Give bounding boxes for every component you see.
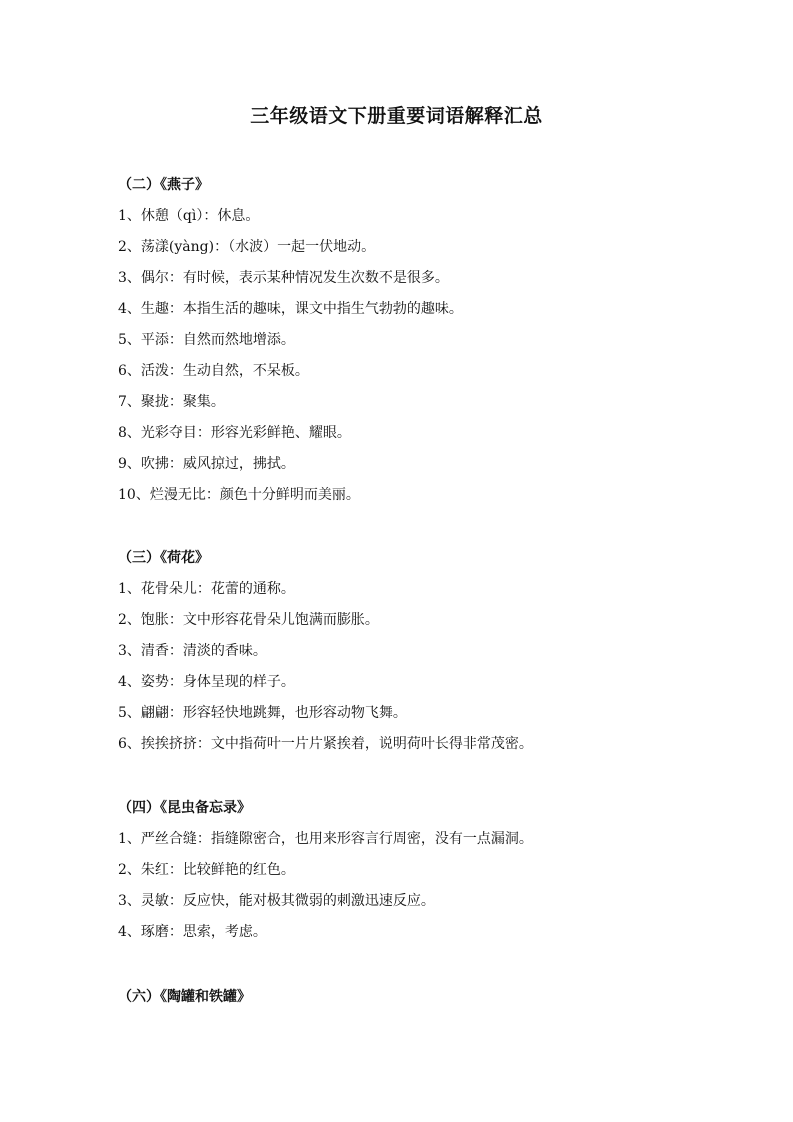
section-heading: （三）《荷花》 (118, 550, 209, 566)
term-item: 4、琢磨：思索，考虑。 (118, 924, 267, 940)
term-item: 2、荡漾(yàng)：（水波）一起一伏地动。 (118, 239, 376, 255)
term-item: 1、休憩（qì）：休息。 (118, 208, 260, 224)
term-item: 4、生趣：本指生活的趣味，课文中指生气勃勃的趣味。 (118, 301, 463, 317)
term-item: 5、平添：自然而然地增添。 (118, 332, 295, 348)
term-item: 4、姿势：身体呈现的样子。 (118, 674, 295, 690)
term-item: 8、光彩夺目：形容光彩鲜艳、耀眼。 (118, 425, 351, 441)
term-list (118, 205, 738, 515)
document-title: 三年级语文下册重要词语解释汇总 (250, 105, 543, 127)
term-item: 1、花骨朵儿：花蕾的通称。 (118, 581, 295, 597)
section-hehua (118, 547, 738, 764)
term-item: 10、烂漫无比：颜色十分鲜明而美丽。 (118, 487, 360, 503)
term-item: 3、灵敏：反应快，能对极其微弱的刺激迅速反应。 (118, 893, 435, 909)
section-heading: （二）《燕子》 (118, 177, 209, 193)
section-heading: （六）《陶罐和铁罐》 (118, 989, 251, 1005)
section-kunchong (118, 797, 738, 952)
term-item: 6、挨挨挤挤：文中指荷叶一片片紧挨着，说明荷叶长得非常茂密。 (118, 736, 533, 752)
term-item: 5、翩翩：形容轻快地跳舞，也形容动物飞舞。 (118, 705, 407, 721)
section-heading: （四）《昆虫备忘录》 (118, 800, 251, 816)
term-item: 1、严丝合缝：指缝隙密合，也用来形容言行周密，没有一点漏洞。 (118, 831, 533, 847)
term-list (118, 578, 738, 764)
section-taoguan (118, 986, 738, 1008)
term-item: 3、清香：清淡的香味。 (118, 643, 267, 659)
term-item: 3、偶尔：有时候，表示某种情况发生次数不是很多。 (118, 270, 449, 286)
term-item: 2、饱胀：文中形容花骨朵儿饱满而膨胀。 (118, 612, 379, 628)
term-item: 7、聚拢：聚集。 (118, 394, 225, 410)
section-yanzi (118, 174, 738, 515)
term-item: 9、吹拂：威风掠过，拂拭。 (118, 456, 295, 472)
term-list (118, 828, 738, 952)
term-item: 6、活泼：生动自然，不呆板。 (118, 363, 309, 379)
term-item: 2、朱红：比较鲜艳的红色。 (118, 862, 295, 878)
